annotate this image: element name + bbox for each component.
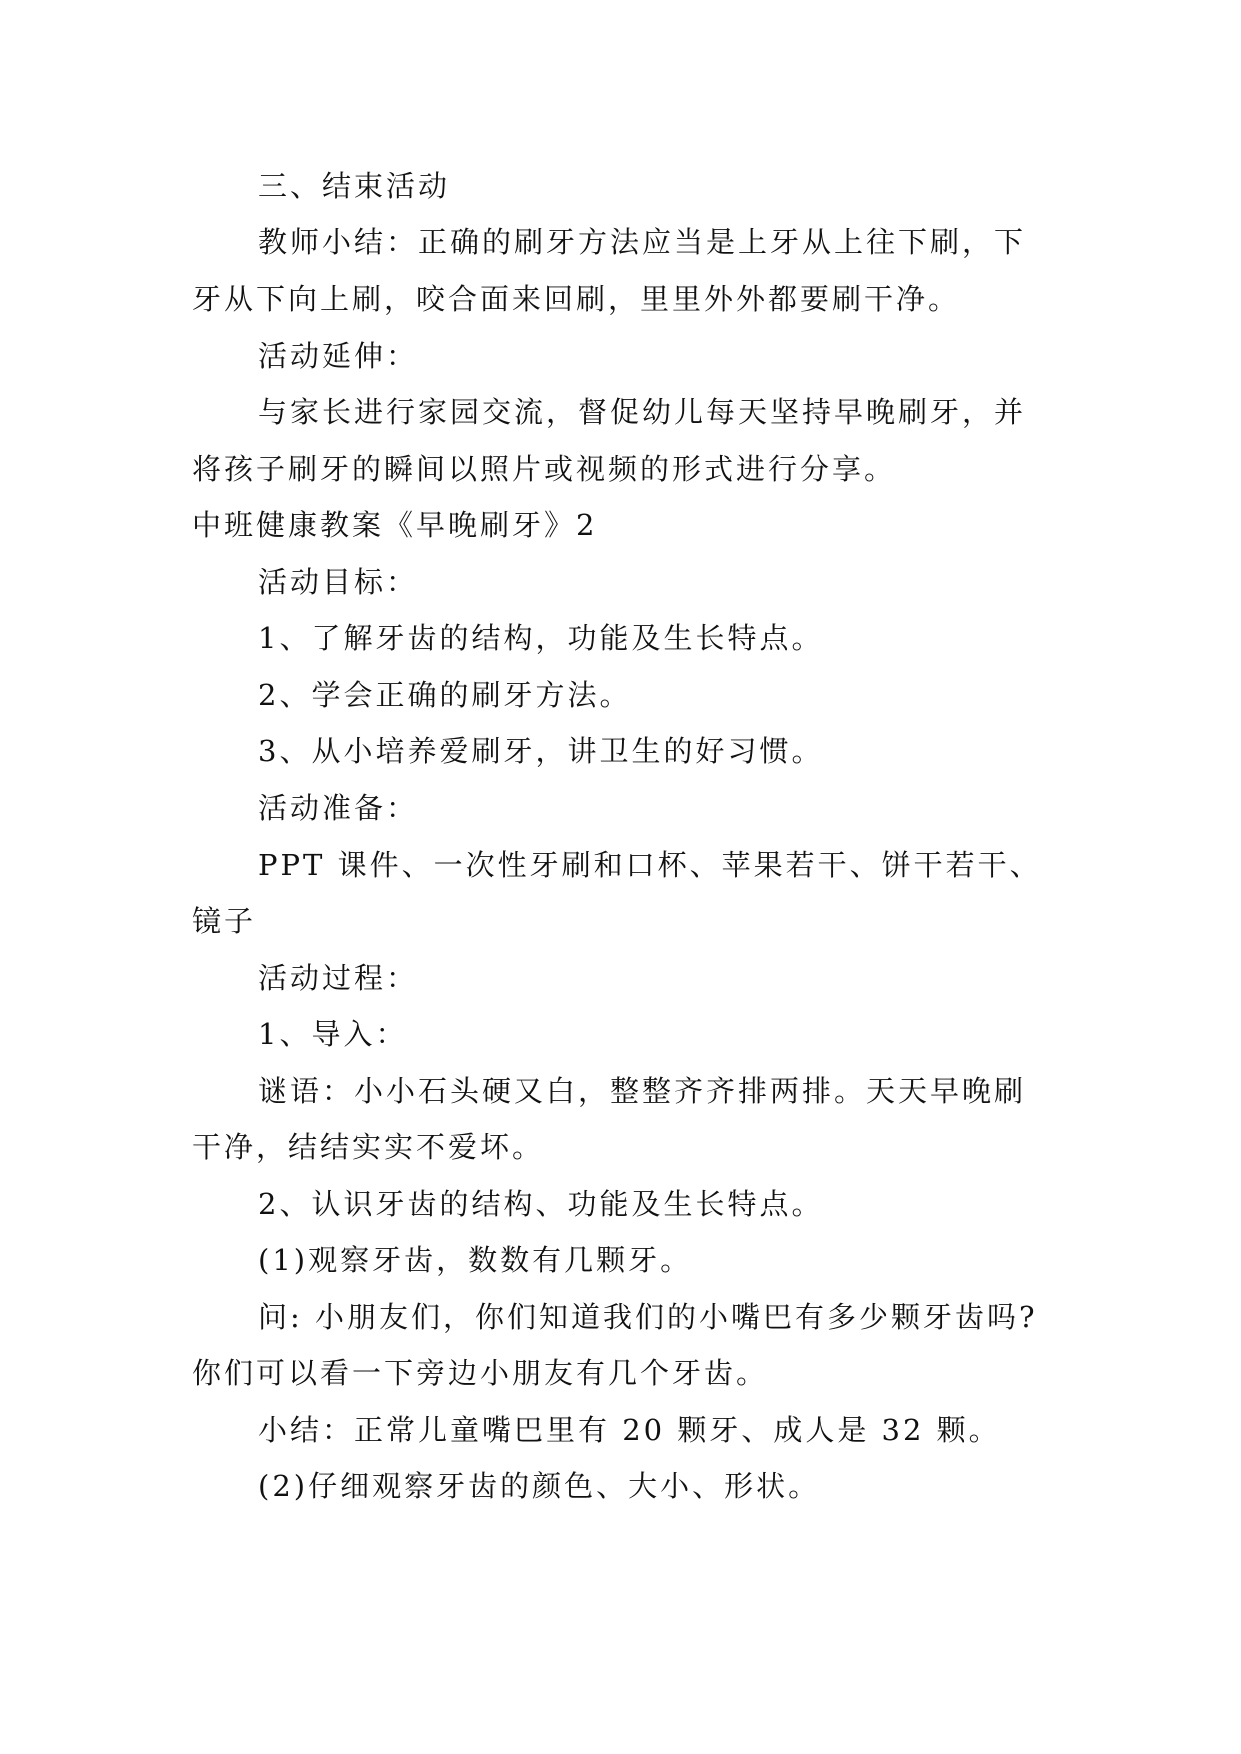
section-heading-end-activity: 三、结束活动	[258, 169, 451, 203]
paragraph-line: 镜子	[192, 904, 257, 938]
step-heading: 1、导入：	[258, 1017, 408, 1051]
section-heading-goals: 活动目标：	[258, 565, 419, 599]
section-heading-process: 活动过程：	[258, 961, 419, 995]
sub-step: (2)仔细观察牙齿的颜色、大小、形状。	[258, 1469, 821, 1503]
paragraph-line: 你们可以看一下旁边小朋友有几个牙齿。	[192, 1356, 769, 1390]
section-heading-extension: 活动延伸：	[258, 339, 419, 373]
lesson-title: 中班健康教案《早晚刷牙》2	[192, 508, 598, 542]
step-heading: 2、认识牙齿的结构、功能及生长特点。	[258, 1187, 824, 1221]
paragraph-line: PPT 课件、一次性牙刷和口杯、苹果若干、饼干若干、	[258, 848, 1042, 882]
paragraph-line: 干净，结结实实不爱坏。	[192, 1130, 545, 1164]
list-item: 2、学会正确的刷牙方法。	[258, 678, 632, 712]
paragraph-line: 与家长进行家园交流，督促幼儿每天坚持早晚刷牙，并	[258, 395, 1027, 429]
paragraph-line: 教师小结：正确的刷牙方法应当是上牙从上往下刷，下	[258, 225, 1027, 259]
sub-step: (1)观察牙齿，数数有几颗牙。	[258, 1243, 693, 1277]
paragraph-line: 谜语：小小石头硬又白，整整齐齐排两排。天天早晚刷	[258, 1074, 1027, 1108]
list-item: 1、了解牙齿的结构，功能及生长特点。	[258, 621, 824, 655]
paragraph-line: 问: 小朋友们，你们知道我们的小嘴巴有多少颗牙齿吗?	[258, 1300, 1038, 1334]
paragraph-line: 小结：正常儿童嘴巴里有 20 颗牙、成人是 32 颗。	[258, 1413, 1001, 1447]
paragraph-line: 牙从下向上刷，咬合面来回刷，里里外外都要刷干净。	[192, 282, 961, 316]
list-item: 3、从小培养爱刷牙，讲卫生的好习惯。	[258, 734, 824, 768]
section-heading-preparation: 活动准备：	[258, 791, 419, 825]
paragraph-line: 将孩子刷牙的瞬间以照片或视频的形式进行分享。	[192, 452, 897, 486]
